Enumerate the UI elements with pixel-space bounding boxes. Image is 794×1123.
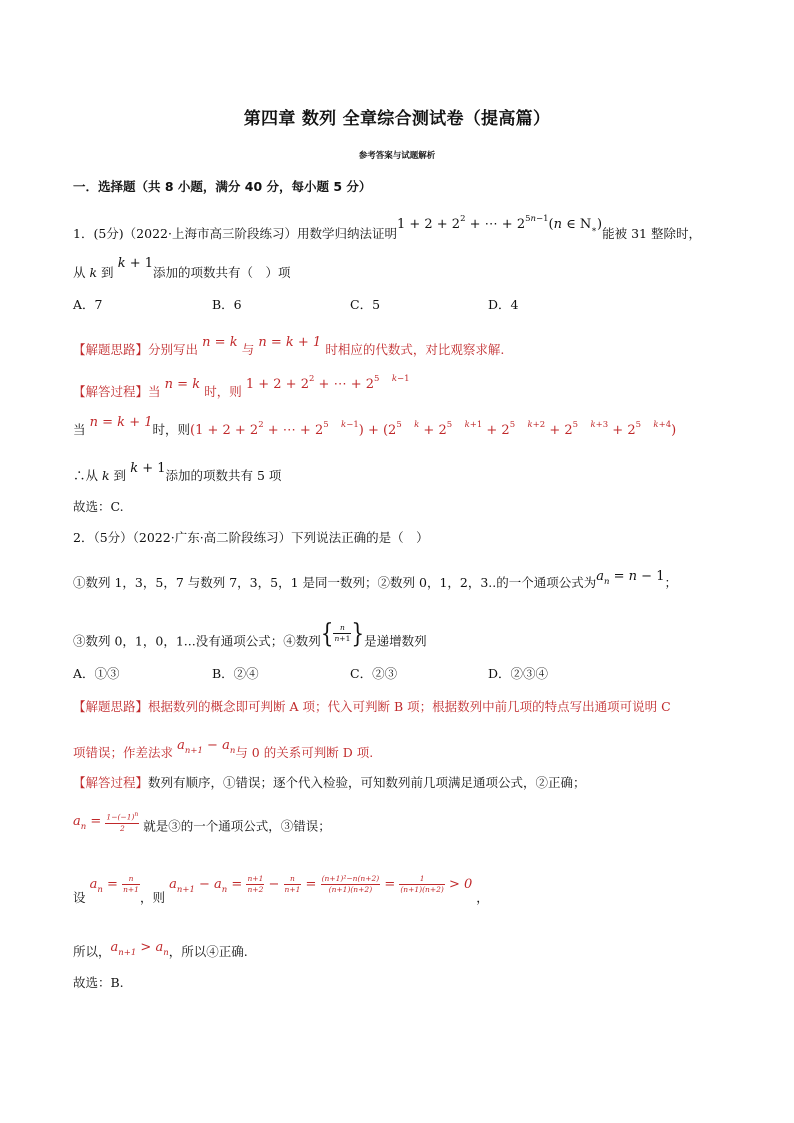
q2-think-label: 【解题思路】 [73,699,149,714]
q2-option-a[interactable]: A．①③ [73,666,120,681]
q2-process-line3: 设 $a_n$ = $\frac{n}{n+1}$ ，则 $a_{n+1} - a_n$ = $\frac{n+1}{n+2}$ − $\frac{n}{n+1}$ = $\frac{\text{(n+1)²−n(n+2)}}{(n+1)(n+2)}$ = $\frac{1}{(n+1)(n+2)}$ > 0 ， [73,874,489,905]
q2-process-label: 【解答过程】 [73,775,149,790]
q1-stem-line2: 从 k 到 k + 1添加的项数共有（ ）项 [73,256,291,280]
q1-process-label: 【解答过程】 [73,384,149,399]
q1-process-line1: 【解答过程】当 n = k 时，则 $1 + 2 + 2^2$ + ⋯ + $2^5$ $^{k-1}$ [73,374,410,399]
q2-answer: 故选：B. [73,975,124,990]
q1-option-b[interactable]: B．6 [212,297,242,312]
page-title: 第四章 数列 全章综合测试卷（提高篇） [243,109,551,129]
q2-think-line2: 项错误；作差法求 $a_{n+1} - a_n$与 0 的关系可判断 D 项. [73,738,374,760]
q2-process-line2: $a_n$ = $\frac{1-(-1)^n}{2}$ 就是③的一个通项公式，③错误； [73,811,331,834]
q2-option-b[interactable]: B．②④ [212,666,259,681]
q2-think-line1: 【解题思路】根据数列的概念即可判断 A 项；代入可判断 B 项；根据数列中前几项的特点写出通项可说明 C [73,699,671,714]
q1-process-line3: ∴从 k 到 k + 1添加的项数共有 5 项 [73,461,282,483]
q1-stem-tail: 能被 31 整除时， [602,226,701,241]
q1-expression: $1 + 2 + 2^2$ + ⋯ + $2^{5n-1}(n$ ∈ $N_∗$) [396,214,603,235]
q1-option-a[interactable]: A．7 [73,297,103,312]
q2-option-d[interactable]: D．②③④ [488,666,549,681]
q1-answer: 故选：C. [73,499,124,514]
q2-stem: 2．（5分）（2022·广东·高二阶段练习）下列说法正确的是（ ） [73,530,429,545]
section-heading: 一．选择题（共 8 小题，满分 40 分，每小题 5 分） [73,179,372,194]
q1-think-label: 【解题思路】 [73,342,149,357]
q2-process-line1: 【解答过程】数列有顺序，①错误；逐个代入检验，可知数列前几项满足通项公式，②正确； [73,775,586,790]
page-subtitle: 参考答案与试题解析 [358,151,436,161]
q2-statement-3-4: ③数列 0，1，0，1...没有通项公式；④数列{ $\frac{n}{n+1}$ }是递增数列 [73,617,427,649]
q1-option-d[interactable]: D．4 [488,297,519,312]
q2-process-line4: 所以，$a_{n+1} > a_n$，所以④正确. [73,940,248,959]
q2-statement-1-2: ①数列 1，3，5，7 与数列 7，3，5，1 是同一数列；②数列 0，1，2，3..的一个通项公式为$a_n = n - 1$； [73,569,677,590]
q1-process-line2: 当 n = k + 1时，则($1 + 2 + 2^2$ + ⋯ + $2^5$ $^{k-1}) + (2^5$ $^k + 2^5$ $^{k+1} + 2^5$ $^{k+2} + 2^5$ $^{k+3} + 2^5$ $^{k+4}$) [73,415,677,438]
q1-think: 【解题思路】分别写出 n = k 与 n = k + 1 时相应的代数式，对比观察求解. [73,335,505,357]
q1-stem-intro: 1．(5分)（2022·上海市高三阶段练习）用数学归纳法证明 [73,226,397,241]
q2-option-c[interactable]: C．②③ [350,666,398,681]
q1-stem [73,214,701,242]
q1-option-c[interactable]: C．5 [350,297,381,312]
